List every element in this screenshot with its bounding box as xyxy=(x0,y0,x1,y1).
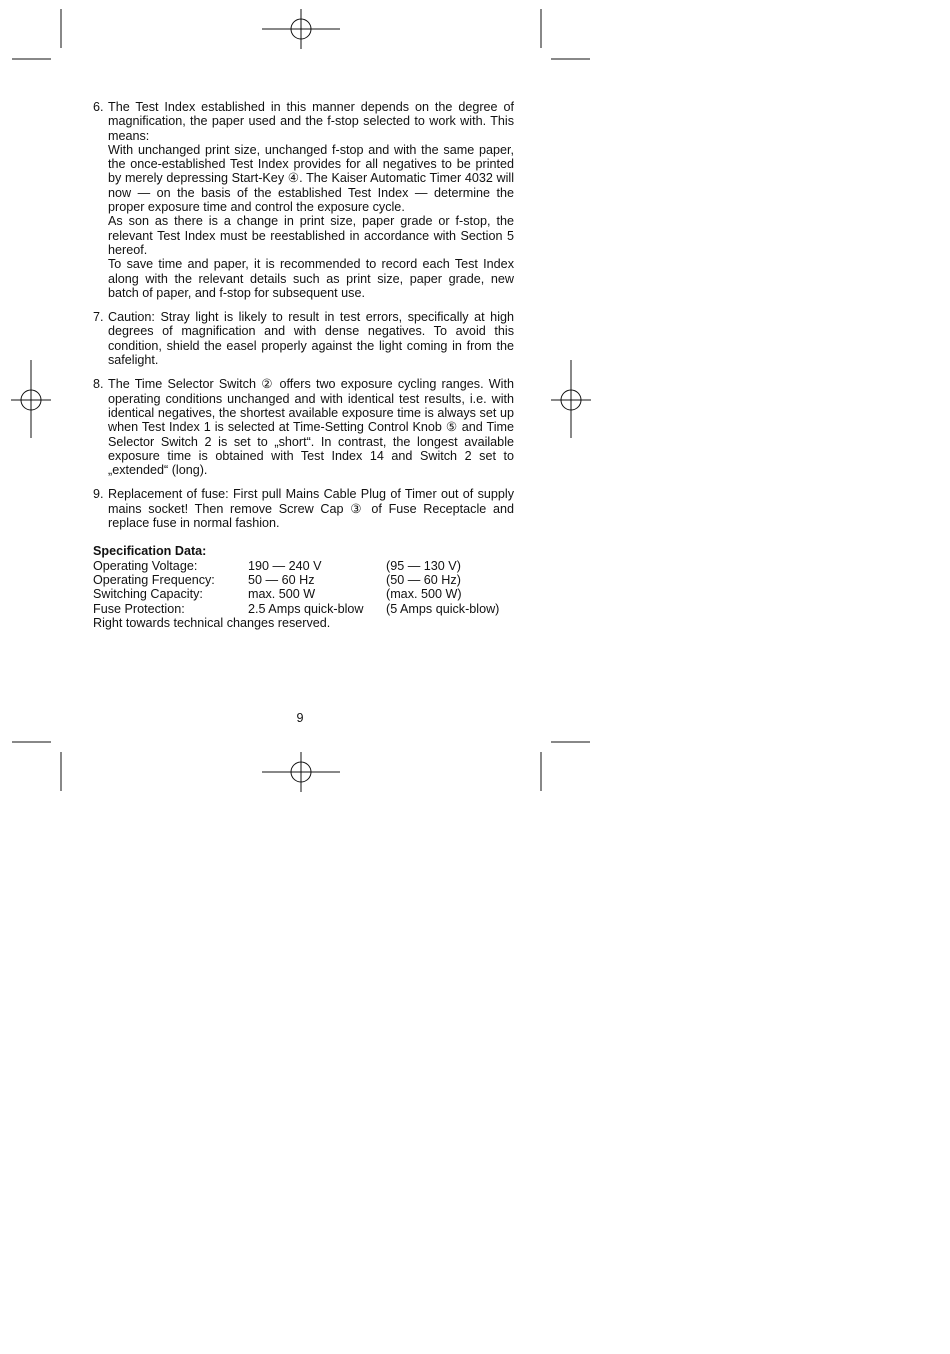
item-paragraph: The Time Selector Switch ② offers two exposure cycling ranges. With operating conditions unchanged and with identical test results, i.e. with identical negatives, the shortest available exposure time is always set up when Test Index 1 is selected at Time-Setting Control Knob ⑤ and Time Selector Switch 2 is set to „short“. In contrast, the longest available exposure time is obtained with Test Index 14 and Switch 2 set to „extended“ (long). xyxy=(108,377,514,478)
spec-alt-value: (max. 500 W) xyxy=(386,587,462,602)
spec-value: 2.5 Amps quick-blow xyxy=(248,601,364,616)
spec-alt-value: (95 — 130 V) xyxy=(386,558,461,573)
item-number: 9. xyxy=(93,487,104,502)
specification-data xyxy=(93,544,514,630)
instruction-item-7 xyxy=(93,310,514,367)
item-number: 8. xyxy=(93,377,104,392)
page-number: 9 xyxy=(296,711,304,725)
instruction-item-9 xyxy=(93,487,514,530)
item-paragraph: With unchanged print size, unchanged f-stop and with the same paper, the once-established Test Index provides for all negatives to be printed by merely depressing Start-Key ④. The Kaiser Automatic Timer 4032 will now — on the basis of the established Test Index — determine the proper exposure time and control the exposure cycle. xyxy=(108,142,514,215)
registration-mark-left xyxy=(11,360,51,438)
instruction-item-6 xyxy=(93,100,514,300)
spec-label: Operating Voltage: xyxy=(93,558,198,573)
item-number: 6. xyxy=(93,100,104,114)
item-paragraph: To save time and paper, it is recommended to record each Test Index along with the relevant details such as print size, paper grade, new batch of paper, and f-stop for subsequent use. xyxy=(108,257,514,300)
registration-mark-right xyxy=(551,360,591,438)
spec-alt-value: (50 — 60 Hz) xyxy=(386,572,461,587)
item-paragraph: Replacement of fuse: First pull Mains Cable Plug of Timer out of supply mains socket! Then remove Screw Cap ③ of Fuse Receptacle and replace fuse in normal fashion. xyxy=(108,487,514,531)
manual-text xyxy=(93,100,514,630)
item-paragraph: As son as there is a change in print size, paper grade or f-stop, the relevant Test Index must be reestablished in accordance with Section 5 hereof. xyxy=(108,214,514,257)
spec-heading: Specification Data: xyxy=(93,544,207,559)
spec-value: 50 — 60 Hz xyxy=(248,572,315,587)
spec-label: Switching Capacity: xyxy=(93,587,203,602)
spec-alt-value: (5 Amps quick-blow) xyxy=(386,601,500,616)
spec-value: 190 — 240 V xyxy=(248,558,322,573)
instruction-item-8 xyxy=(93,377,514,477)
spec-row-fuse xyxy=(93,602,514,616)
spec-row-capacity xyxy=(93,587,514,601)
item-paragraph: The Test Index established in this manner depends on the degree of magnification, the paper used and the f-stop selected to work with. This means: xyxy=(108,100,514,143)
spec-value: max. 500 W xyxy=(248,587,316,602)
registration-mark-top xyxy=(262,9,340,49)
spec-label: Operating Frequency: xyxy=(93,572,215,587)
spec-note: Right towards technical changes reserved. xyxy=(93,615,331,630)
registration-mark-bottom xyxy=(262,752,340,792)
spec-row-voltage xyxy=(93,559,514,573)
item-number: 7. xyxy=(93,310,104,325)
spec-row-frequency xyxy=(93,573,514,587)
item-paragraph: Caution: Stray light is likely to result in test errors, specifically at high degrees of magnification and with dense negatives. To avoid this condition, shield the easel properly against the light coming in from the safelight. xyxy=(108,310,514,368)
spec-label: Fuse Protection: xyxy=(93,601,185,616)
